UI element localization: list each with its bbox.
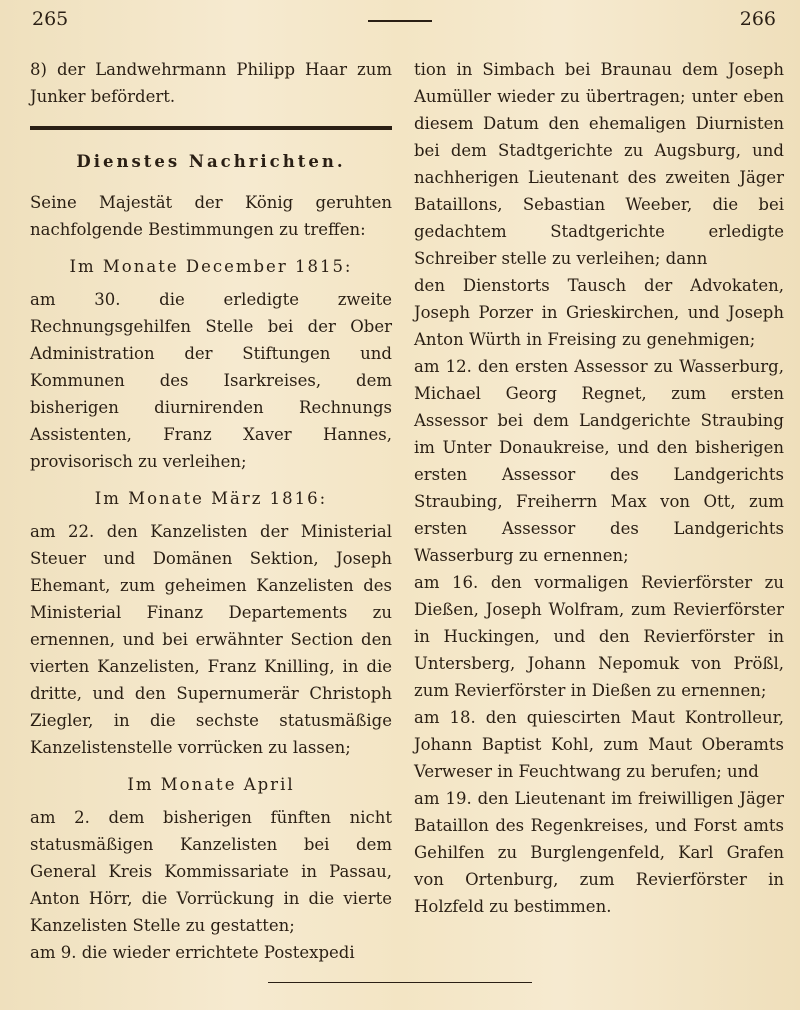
month-heading-april: Im Monate April (127, 775, 295, 794)
section-heading: Dienstes Nachrichten. (76, 152, 346, 171)
entry-mar-22: am 22. den Kanzelisten der Ministerial Steuer und Domänen Sektion, Joseph Ehemant, zum geheimen Kanzelisten des Ministerial Finanz Departements zu ernennen, und bei erwähnter Section den vierten Kanzelisten, Franz Knilling, in die dritte, und den Supernumerär Christoph Ziegler, in die sechste statusmäßige Kanzelistenstelle vorrücken zu lassen; (30, 522, 392, 757)
page-number-right: 266 (739, 8, 776, 30)
right-column (414, 56, 784, 920)
month-heading-december: Im Monate December 1815: (69, 257, 353, 276)
entry-dec-30: am 30. die erledigte zweite Rechnungsgehilfen Stelle bei der Ober Administration der Stiftungen und Kommunen des Isarkreises, dem bisherigen diurnirenden Rechnungs Assistenten, Franz Xaver Hannes, provisorisch zu verleihen; (30, 290, 392, 471)
entry-apr-18: am 18. den quiescirten Maut Kontrolleur, Johann Baptist Kohl, zum Maut Oberamts Verweser in Feuchtwang zu berufen; und (414, 708, 784, 781)
entry-apr-9-start: am 9. die wieder errichtete Postexpedi (30, 943, 355, 962)
entry-apr-2: am 2. dem bisherigen fünften nicht statusmäßigen Kanzelisten bei dem General Kreis Kommissariate in Passau, Anton Hörr, die Vorrückung in die vierte Kanzelisten Stelle zu gestatten; (30, 808, 392, 935)
intro-paragraph: Seine Majestät der König geruhten nachfolgende Bestimmungen zu treffen: (30, 193, 392, 239)
page-number-left: 265 (32, 8, 69, 30)
entry-apr-19: am 19. den Lieutenant im freiwilligen Jäger Bataillon des Regenkreises, und Forst amts Gehilfen zu Burglengenfeld, Karl Grafen von Ortenburg, zum Revierförster in Holzfeld zu bestimmen. (414, 789, 784, 916)
item-8-paragraph: 8) der Landwehrmann Philipp Haar zum Junker befördert. (30, 60, 392, 106)
entry-apr-16: am 16. den vormaligen Revierförster zu Dießen, Joseph Wolfram, zum Revierförster in Huckingen, und den Revierförster in Untersberg, Johann Nepomuk von Prößl, zum Revierförster in Dießen zu ernennen; (414, 573, 784, 700)
month-heading-march: Im Monate März 1816: (94, 489, 328, 508)
section-divider (30, 126, 392, 130)
footer-rule (268, 982, 532, 983)
header-rule (368, 20, 432, 22)
entry-exchange: den Dienstorts Tausch der Advokaten, Joseph Porzer in Grieskirchen, und Joseph Anton Würth in Freising zu genehmigen; (414, 276, 784, 349)
entry-apr-12: am 12. den ersten Assessor zu Wasserburg, Michael Georg Regnet, zum ersten Assessor bei dem Landgerichte Straubing im Unter Donaukreise, und den bisherigen ersten Assessor des Landgerichts Straubing, Freiherrn Max von Ott, zum ersten Assessor des Landgerichts Wasserburg zu ernennen; (414, 357, 784, 565)
entry-apr-9-continued: tion in Simbach bei Braunau dem Joseph Aumüller wieder zu übertragen; unter eben diesem Datum den ehemaligen Diurnisten bei dem Stadtgerichte zu Augsburg, und nachherigen Lieutenant des zweiten Jäger Bataillons, Sebastian Weeber, die bei gedachtem Stadtgerichte erledigte Schreiber stelle zu verleihen; dann (414, 60, 784, 268)
left-column (30, 56, 392, 966)
